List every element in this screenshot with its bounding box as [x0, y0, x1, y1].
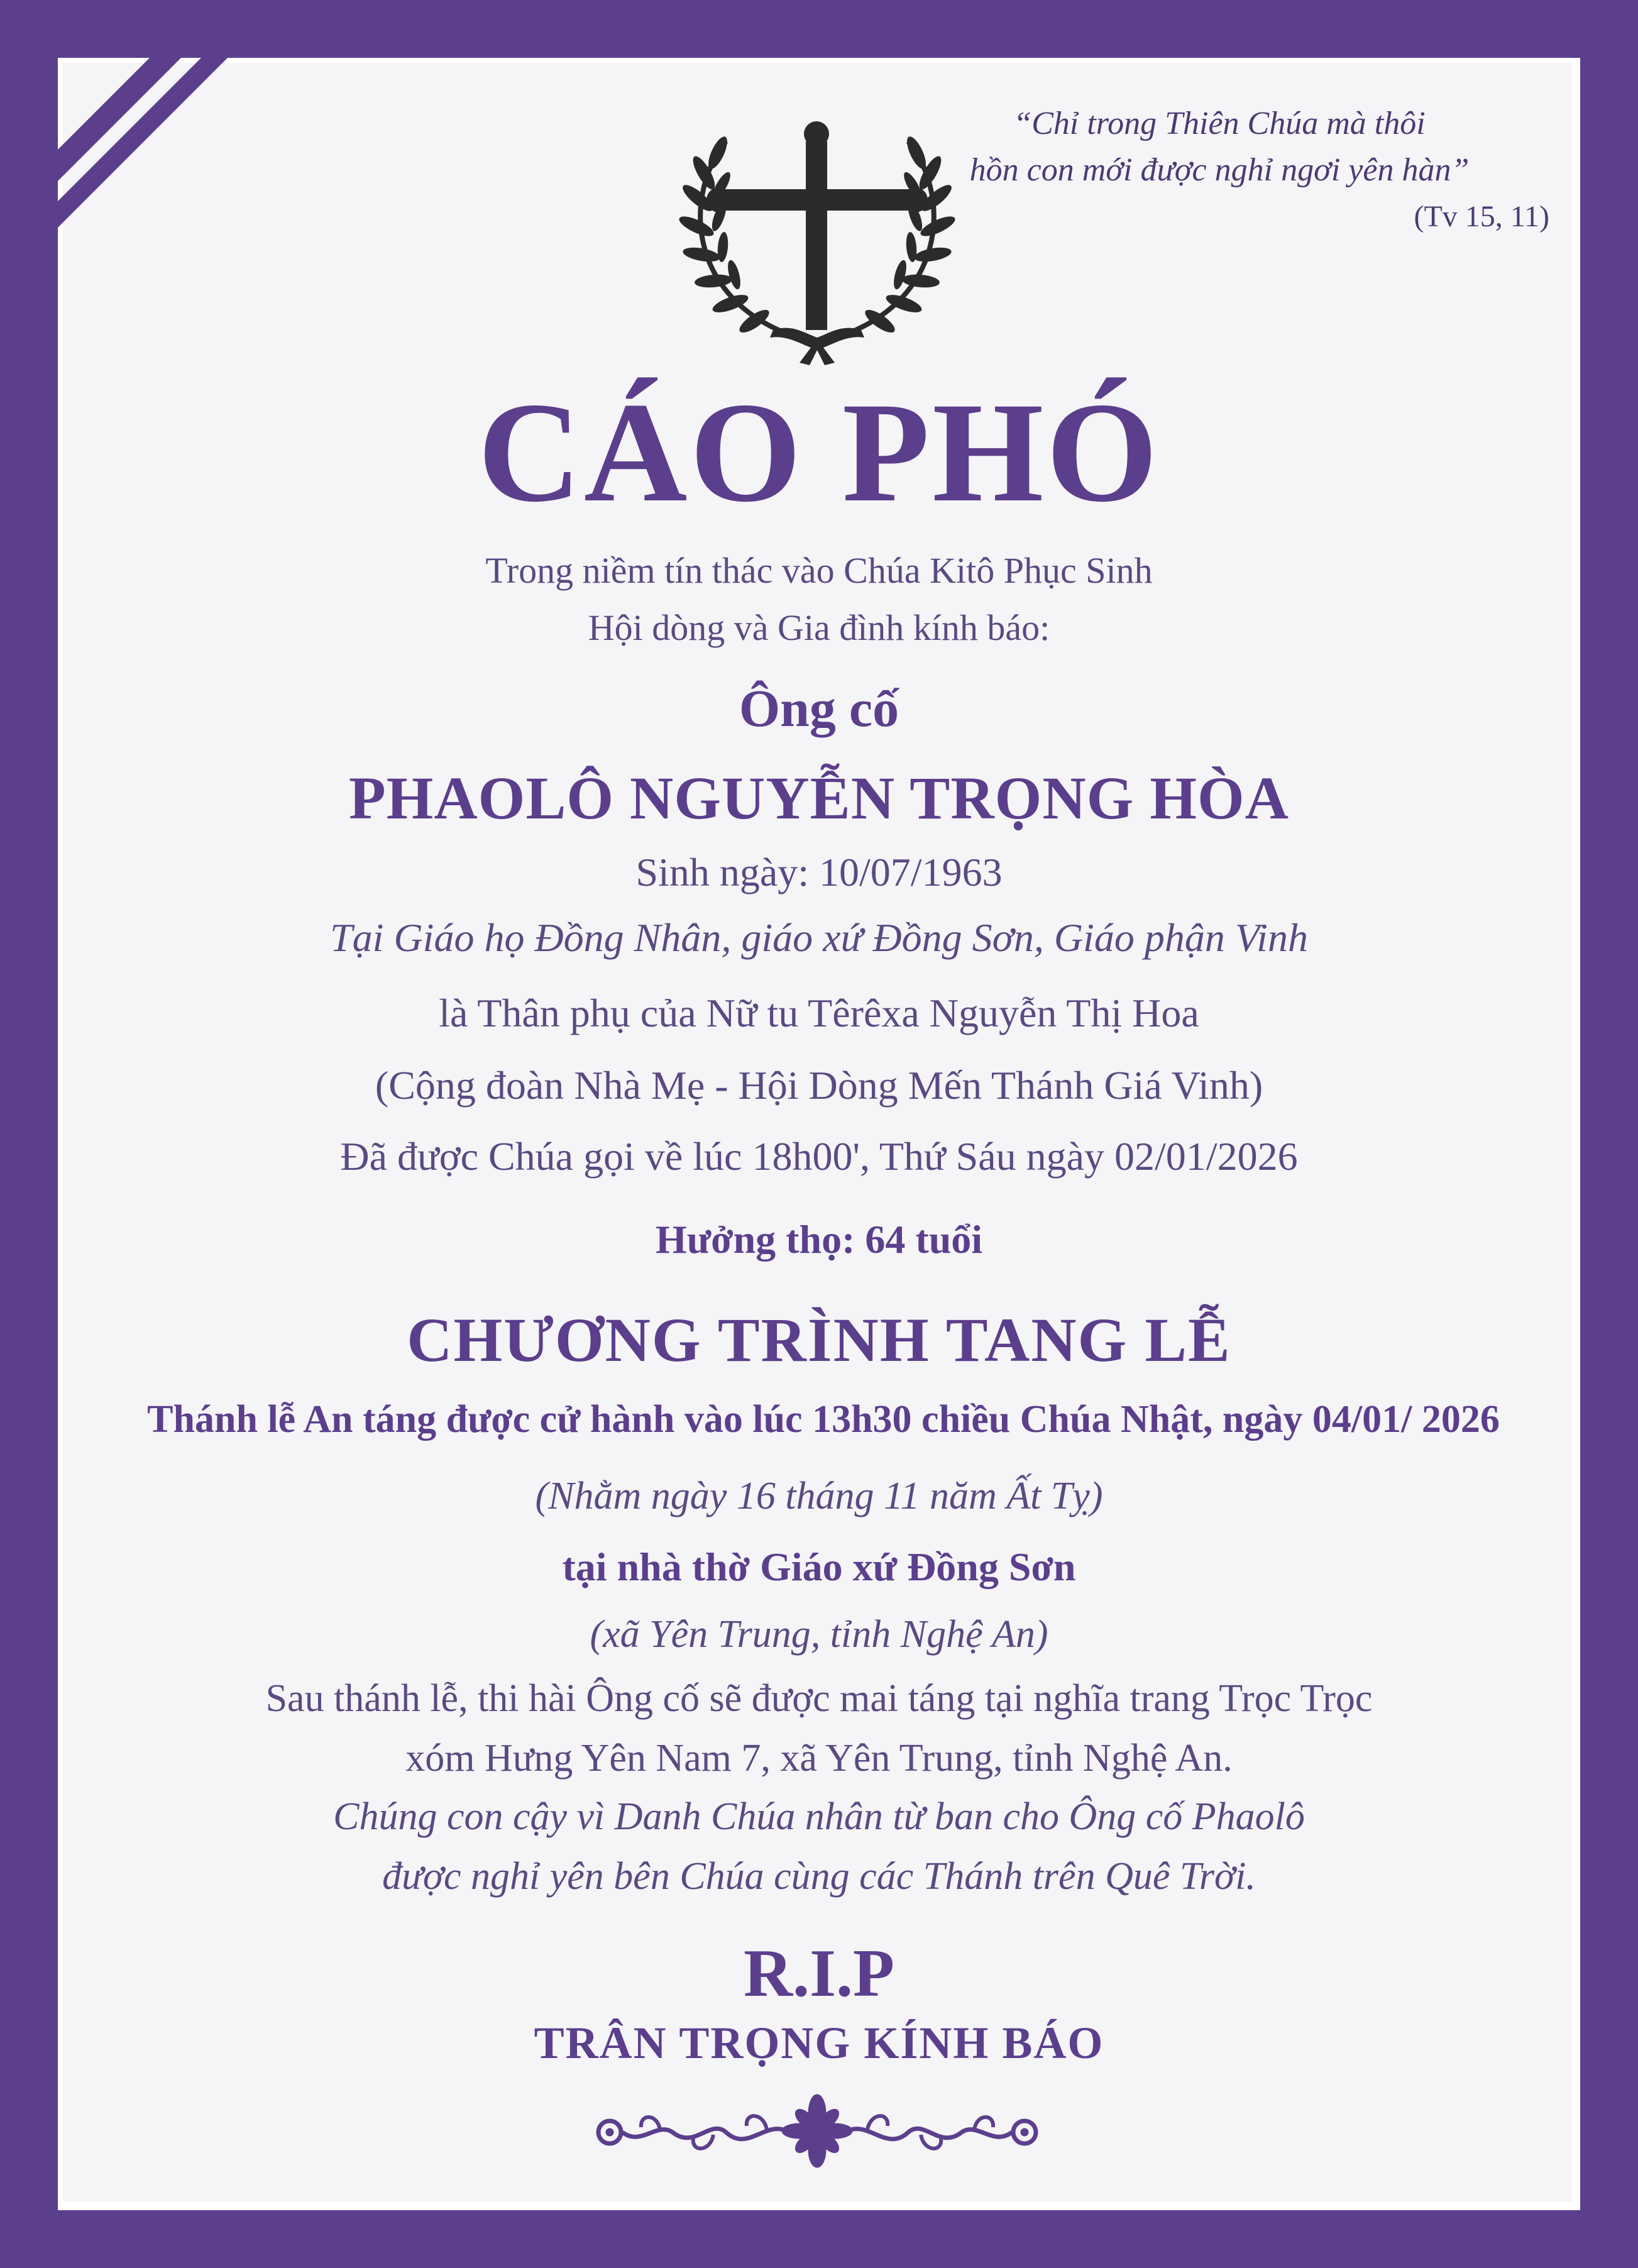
deceased-honorific: Ông cố	[739, 680, 899, 738]
prayer-line-2: được nghỉ yên bên Chúa cùng các Thánh trên Quê Trời.	[382, 1855, 1256, 1898]
quote-line-1: “Chỉ trong Thiên Chúa mà thôi	[1013, 106, 1426, 141]
mourning-ribbon-icon	[0, 0, 264, 264]
closing-text: TRÂN TRỌNG KÍNH BÁO	[534, 2018, 1104, 2068]
quote-reference: (Tv 15, 11)	[1414, 200, 1549, 233]
relation-line: là Thân phụ của Nữ tu Têrêxa Nguyễn Thị Hoa	[439, 991, 1199, 1035]
burial-line-2: xóm Hưng Yên Nam 7, xã Yên Trung, tỉnh Nghệ An.	[405, 1737, 1233, 1780]
intro-line-2: Hội dòng và Gia đình kính báo:	[588, 607, 1050, 648]
birth-date: Sinh ngày: 10/07/1963	[635, 850, 1003, 895]
age-line: Hưởng thọ: 64 tuổi	[655, 1217, 983, 1262]
quote-line-2: hồn con mới được nghỉ ngơi yên hàn”	[969, 152, 1470, 188]
program-heading: CHƯƠNG TRÌNH TANG LỄ	[407, 1305, 1231, 1375]
deceased-name: PHAOLÔ NGUYỄN TRỌNG HÒA	[349, 764, 1289, 832]
church-line: tại nhà thờ Giáo xứ Đồng Sơn	[562, 1544, 1076, 1589]
intro-line-1: Trong niềm tín thác vào Chúa Kitô Phục Sinh	[485, 550, 1153, 591]
community-line: (Cộng đoàn Nhà Mẹ - Hội Dòng Mến Thánh Giá Vinh)	[375, 1063, 1263, 1108]
church-address: (xã Yên Trung, tỉnh Nghệ An)	[590, 1613, 1048, 1656]
mass-line: Thánh lễ An táng được cử hành vào lúc 13h30 chiều Chúa Nhật, ngày 04/01/ 2026	[147, 1398, 1500, 1441]
prayer-line-1: Chúng con cậy vì Danh Chúa nhân từ ban cho Ông cố Phaolô	[333, 1795, 1305, 1838]
birth-place: Tại Giáo họ Đồng Nhân, giáo xứ Đồng Sơn, Giáo phận Vinh	[330, 915, 1308, 960]
lunar-date: (Nhằm ngày 16 tháng 11 năm Ất Tỵ)	[535, 1475, 1103, 1517]
rip-text: R.I.P	[744, 1936, 894, 2011]
floral-ornament-icon	[578, 2093, 1056, 2169]
notice-title: CÁO PHÓ	[478, 373, 1160, 532]
psalm-quote	[880, 101, 1559, 240]
death-time: Đã được Chúa gọi về lúc 18h00', Thứ Sáu ngày 02/01/2026	[340, 1134, 1298, 1179]
burial-line-1: Sau thánh lễ, thi hài Ông cố sẽ được mai táng tại nghĩa trang Trọc Trọc	[265, 1677, 1373, 1720]
